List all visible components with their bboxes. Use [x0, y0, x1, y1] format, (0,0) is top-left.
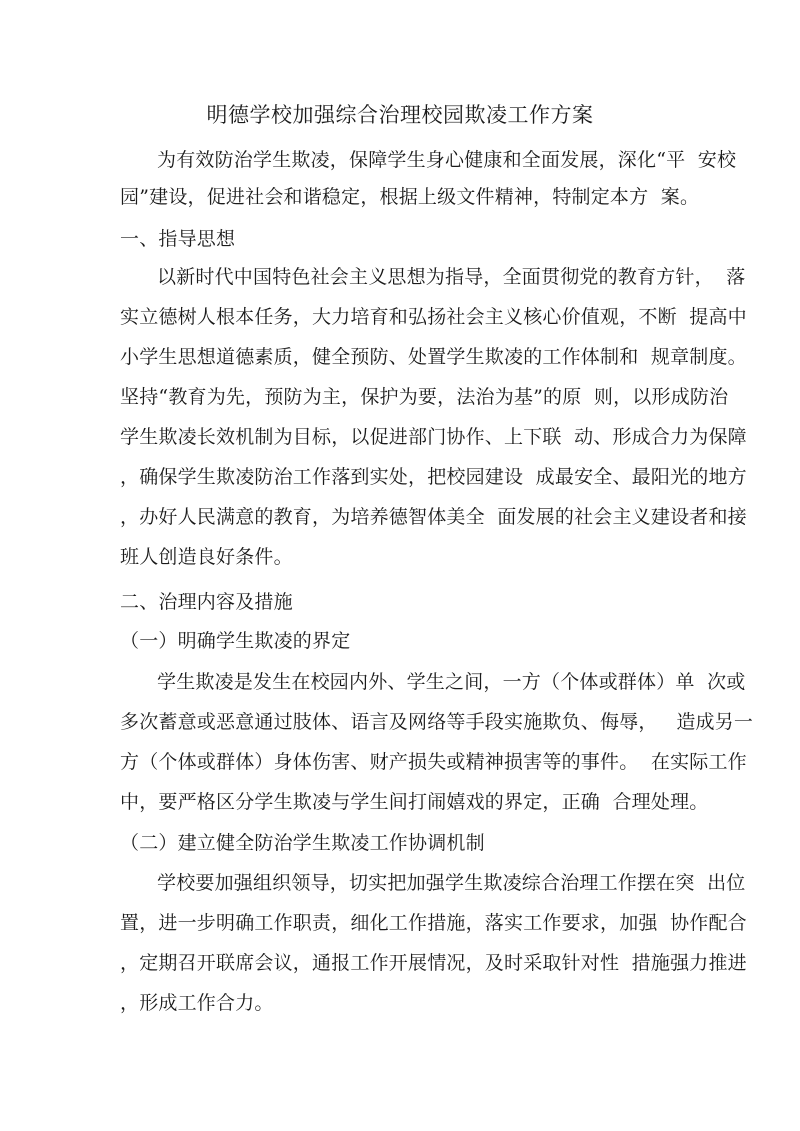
- paragraph-line: 中，要严格区分学生欺凌与学生间打闹嬉戏的界定，正确 合理处理。: [120, 791, 709, 813]
- paragraph-line: 学生欺凌是发生在校园内外、学生之间，一方（个体或群体）单 次或: [157, 671, 746, 693]
- paragraph-line: 坚持“教育为先，预防为主，保护为要，法治为基”的原 则，以形成防治: [120, 386, 729, 408]
- section-heading: 二、治理内容及措施: [120, 591, 293, 613]
- paragraph-line: 学生欺凌长效机制为目标，以促进部门协作、上下联 动、形成合力为保障: [120, 426, 747, 448]
- paragraph-line: 园”建设，促进社会和谐稳定，根据上级文件精神，特制定本方 案。: [120, 186, 700, 208]
- paragraph-line: 以新时代中国特色社会主义思想为指导，全面贯彻党的教育方针， 落: [157, 266, 746, 288]
- paragraph-line: ，办好人民满意的教育，为培养德智体美全 面发展的社会主义建设者和接: [120, 506, 747, 528]
- paragraph-line: 置，进一步明确工作职责，细化工作措施，落实工作要求，加强 协作配合: [120, 912, 747, 934]
- paragraph-line: ，定期召开联席会议，通报工作开展情况，及时采取针对性 措施强力推进: [120, 952, 747, 974]
- paragraph-line: 小学生思想道德素质，健全预防、处置学生欺凌的工作体制和 规章制度。: [120, 346, 747, 368]
- subsection-heading: （二）建立健全防治学生欺凌工作协调机制: [120, 832, 485, 854]
- section-heading: 一、指导思想: [120, 228, 236, 250]
- paragraph-line: 班人创造良好条件。: [120, 546, 293, 568]
- paragraph-line: 实立德树人根本任务，大力培育和弘扬社会主义核心价值观，不断 提高中: [120, 306, 747, 328]
- document-title: 明德学校加强综合治理校园欺凌工作方案: [206, 103, 594, 127]
- paragraph-line: 为有效防治学生欺凌，保障学生身心健康和全面发展，深化“平 安校: [157, 149, 737, 171]
- subsection-heading: （一）明确学生欺凌的界定: [120, 630, 351, 652]
- paragraph-line: 方（个体或群体）身体伤害、财产损失或精神损害等的事件。 在实际工作: [120, 751, 747, 773]
- paragraph-line: ，确保学生欺凌防治工作落到实处，把校园建设 成最安全、最阳光的地方: [120, 466, 747, 488]
- paragraph-line: ，形成工作合力。: [120, 992, 274, 1014]
- paragraph-line: 学校要加强组织领导，切实把加强学生欺凌综合治理工作摆在突 出位: [157, 872, 746, 894]
- paragraph-line: 多次蓄意或恶意通过肢体、语言及网络等手段实施欺负、侮辱， 造成另一: [120, 711, 754, 733]
